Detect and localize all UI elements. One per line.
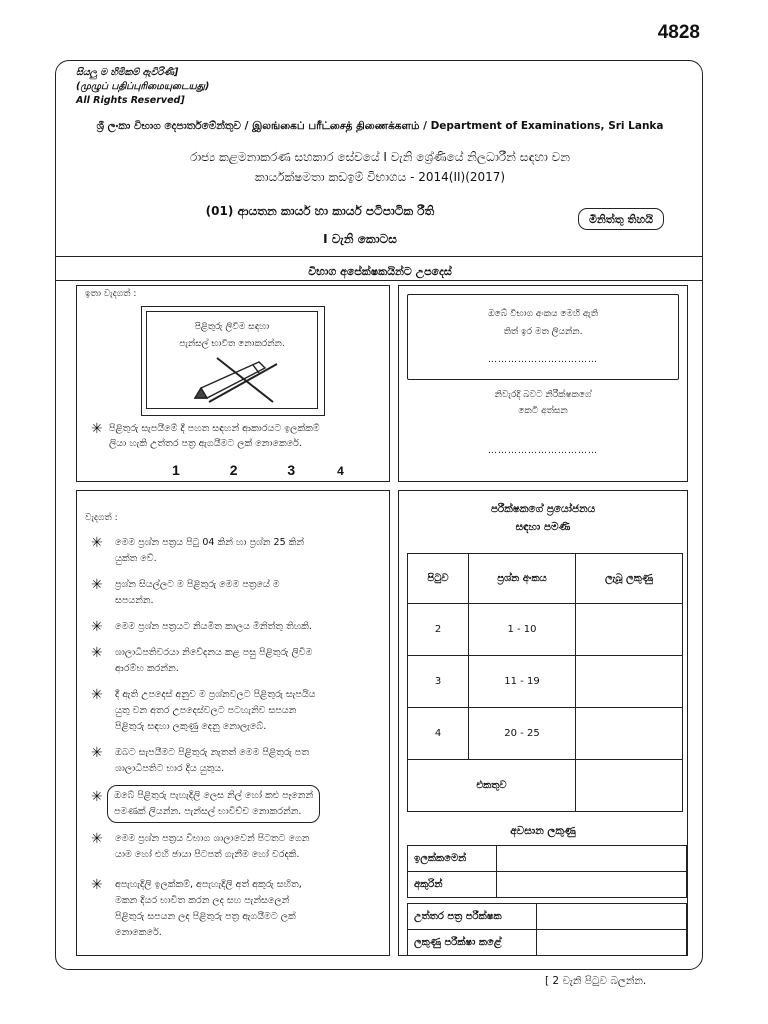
pencil-box-line1: පිළිතුරු ලිවීම සඳහා xyxy=(194,322,270,332)
table-row-total xyxy=(408,760,683,812)
index-instruction-line2: තිත් ඉර මත ලියන්න. xyxy=(503,327,583,337)
final-marks-heading: අවසාන ලකුණු xyxy=(510,825,576,837)
pencil-box-outer xyxy=(141,306,325,416)
note-line1: පිළිතුරු සැපයීමේ දී පහත සඳහන් ආකාරයට ඉලක්කම් xyxy=(109,423,320,434)
digit-4: 4 xyxy=(337,464,344,478)
question-range-cell: 11 - 19 xyxy=(469,656,576,708)
supervisor-sign-field[interactable]: …………………………… xyxy=(488,446,598,456)
note-item-2: ප්‍රශ්න සියල්ලට ම පිළිතුරු මෙම පත්‍රයේ ම සපයන්න. xyxy=(115,579,280,606)
marks-cell[interactable] xyxy=(576,708,683,760)
divider xyxy=(56,280,702,281)
table-row xyxy=(408,708,683,760)
in-numbers-label: ඉලක්කමෙන් xyxy=(408,846,497,872)
index-number-box xyxy=(407,294,679,380)
note-item-7-highlighted: ඔබේ පිළිතුරු පැහැදිලි ලෙස නිල් හෝ කළු පෑනෙන් පමණක් ලියන්න. පැන්සල් භාවිච්ච නොකරන්න. xyxy=(107,785,320,823)
marks-cell[interactable] xyxy=(576,604,683,656)
divider xyxy=(56,256,702,257)
exam-title-line1: රාජ්‍ය කළමනාකරණ සහකාර සේවයේ I වැනි ශ්‍රේණියේ නිලධාරීන් සඳහා වන xyxy=(189,150,571,164)
final-marks-table xyxy=(407,845,687,898)
note-line2: ලියා හැකි උත්තර පත්‍ර ඇගයීමට ලක් නොකෙරේ. xyxy=(109,438,302,449)
department-name: ශ්‍රී ලංකා විභාග දෙපාර්තමේන්තුව / இலங்கைப் பரீட்சைத் திணைக்களம் / Department of Examinations, Sri Lanka xyxy=(96,120,664,132)
next-page-note: [ 2 වැනි පිටුව බලන්න. xyxy=(545,975,647,987)
pencil-warning-panel xyxy=(76,285,390,482)
rights-sinhala: සියලු ම හිමිකම් ඇවිරිණි] xyxy=(76,67,179,78)
bullet-star-icon: ✳ xyxy=(91,745,103,761)
important-label: වැදගත් : xyxy=(85,513,118,523)
examiner-use-panel xyxy=(398,490,688,956)
signatures-table xyxy=(407,903,687,956)
pencil-box-inner xyxy=(146,311,318,409)
note-item-5: දී ඇති උපදෙස් අනුව ම ප්‍රශ්නවලට පිළිතුරු සැපයිය යුතු වන අතර උපදෙස්වලට පටහැනිව සපයන පිළිතුරු සඳහා ලකුණු දෙනු නොලැබේ. xyxy=(115,689,316,732)
bullet-star-icon: ✳ xyxy=(91,877,103,893)
index-instruction-line1: ඔබේ විභාග අංකය මෙහි ඇති xyxy=(487,309,599,319)
bullet-star-icon: ✳ xyxy=(91,619,103,635)
note-item-3: මෙම ප්‍රශ්න පත්‍රයට නියමිත කාලය මිනිත්තු තිහකි. xyxy=(115,621,312,632)
rights-reserved xyxy=(76,66,209,108)
answer-examiner-label: උත්තර පත්‍ර පරීක්ෂක xyxy=(408,904,537,930)
bullet-star-icon: ✳ xyxy=(91,831,103,847)
in-numbers-field[interactable] xyxy=(497,846,687,872)
index-number-panel xyxy=(398,285,688,482)
table-row xyxy=(408,604,683,656)
page-cell: 2 xyxy=(408,604,469,656)
digit-2: 2 xyxy=(229,462,238,478)
examiner-heading-line1: පරීක්ෂකගේ ප්‍රයෝජනය xyxy=(490,503,596,515)
digit-3: 3 xyxy=(287,462,296,478)
instructions-heading: විභාග අපේක්ෂකයින්ට උපදෙස් xyxy=(308,265,452,278)
supervisor-sign-line1: නිවැරදි බවට නිරීක්ෂකගේ xyxy=(494,390,592,400)
exam-title-line2: කාර්යක්ෂමතා කඩඉම් විභාගය - 2014(II)(2017) xyxy=(254,170,506,184)
marks-checker-field[interactable] xyxy=(537,930,687,956)
note-item-6: ඔබට සැපයීමට පිළිතුරු නැතත් මෙම පිළිතුරු පත ශාලාධිපතිට භාර දිය යුතුය. xyxy=(115,747,309,774)
pencil-box-line2: පැන්සල් භාවිත නොකරන්න. xyxy=(179,339,285,349)
bullet-star-icon: ✳ xyxy=(91,687,103,703)
index-number-field[interactable]: …………………………… xyxy=(488,355,598,365)
note-item-9: අපැහැදිලි ඉලක්කම්, අපැහැදිලි අත් අකුරු සහිත, මකන දියර භාවිත කරන ලද සහ පැන්සලෙන් පිළිතුරු සපයන ලද පිළිතුරු පත්‍ර ඇගයීමට ලක් නොකෙරේ. xyxy=(115,879,302,938)
col-header-marks: ලැබූ ලකුණු xyxy=(576,554,683,604)
rights-tamil: (முழுப் பதிப்புரிமையுடையது) xyxy=(76,81,210,92)
col-header-page: පිටුව xyxy=(408,554,469,604)
marks-checker-label: ලකුණු පරීක්ෂා කළේ xyxy=(408,930,537,956)
rights-english: All Rights Reserved] xyxy=(76,95,185,106)
subject-title: (01) ආයතන කාර්ය හා කාර්ය පටිපාටික රීති xyxy=(205,204,435,218)
marks-cell[interactable] xyxy=(576,656,683,708)
important-notes-panel xyxy=(76,490,390,956)
note-item-4: ශාලාධිපතිවරයා නිවේදනය කළ පසු පිළිතුරු ලිවීම ආරම්භ කරන්න. xyxy=(115,647,313,674)
note-item-1: මෙම ප්‍රශ්න පත්‍රය පිටු 04 කින් හා ප්‍රශ්න 25 කින් යුක්ත වේ. xyxy=(115,537,305,564)
paper-id: 4828 xyxy=(657,22,700,43)
digit-1: 1 xyxy=(172,462,180,478)
total-marks-cell[interactable] xyxy=(576,760,683,812)
examiner-heading-line2: සඳහා පමණි xyxy=(515,521,571,533)
note-item-8: මෙම ප්‍රශ්න පත්‍රය විභාග ශාලාවෙන් පිටතට ගෙන යාම හෝ එහි ඡායා පිටපත් ගැනීම හෝ වරදකි. xyxy=(115,833,310,860)
duration-badge: මිනිත්තු තිහයි xyxy=(578,208,664,230)
in-words-label: අකුරින් xyxy=(408,872,497,898)
bullet-star-icon: ✳ xyxy=(91,421,103,437)
answer-examiner-field[interactable] xyxy=(537,904,687,930)
page-cell: 4 xyxy=(408,708,469,760)
bullet-star-icon: ✳ xyxy=(91,645,103,661)
in-words-field[interactable] xyxy=(497,872,687,898)
question-range-cell: 1 - 10 xyxy=(469,604,576,656)
total-label: එකතුව xyxy=(408,760,576,812)
very-important-label: ඉතා වැදගත් : xyxy=(85,289,137,299)
bullet-star-icon: ✳ xyxy=(91,789,103,805)
bullet-star-icon: ✳ xyxy=(91,577,103,593)
table-row xyxy=(408,656,683,708)
marks-table xyxy=(407,553,683,812)
bullet-star-icon: ✳ xyxy=(91,535,103,551)
question-range-cell: 20 - 25 xyxy=(469,708,576,760)
crossed-pencil-icon xyxy=(187,354,287,406)
col-header-question: ප්‍රශ්න අංකය xyxy=(469,554,576,604)
supervisor-sign-line2: කෙටි අත්සන xyxy=(518,406,568,416)
part-label: I වැනි කොටස xyxy=(323,232,397,246)
page-cell: 3 xyxy=(408,656,469,708)
sample-digits xyxy=(172,462,344,478)
